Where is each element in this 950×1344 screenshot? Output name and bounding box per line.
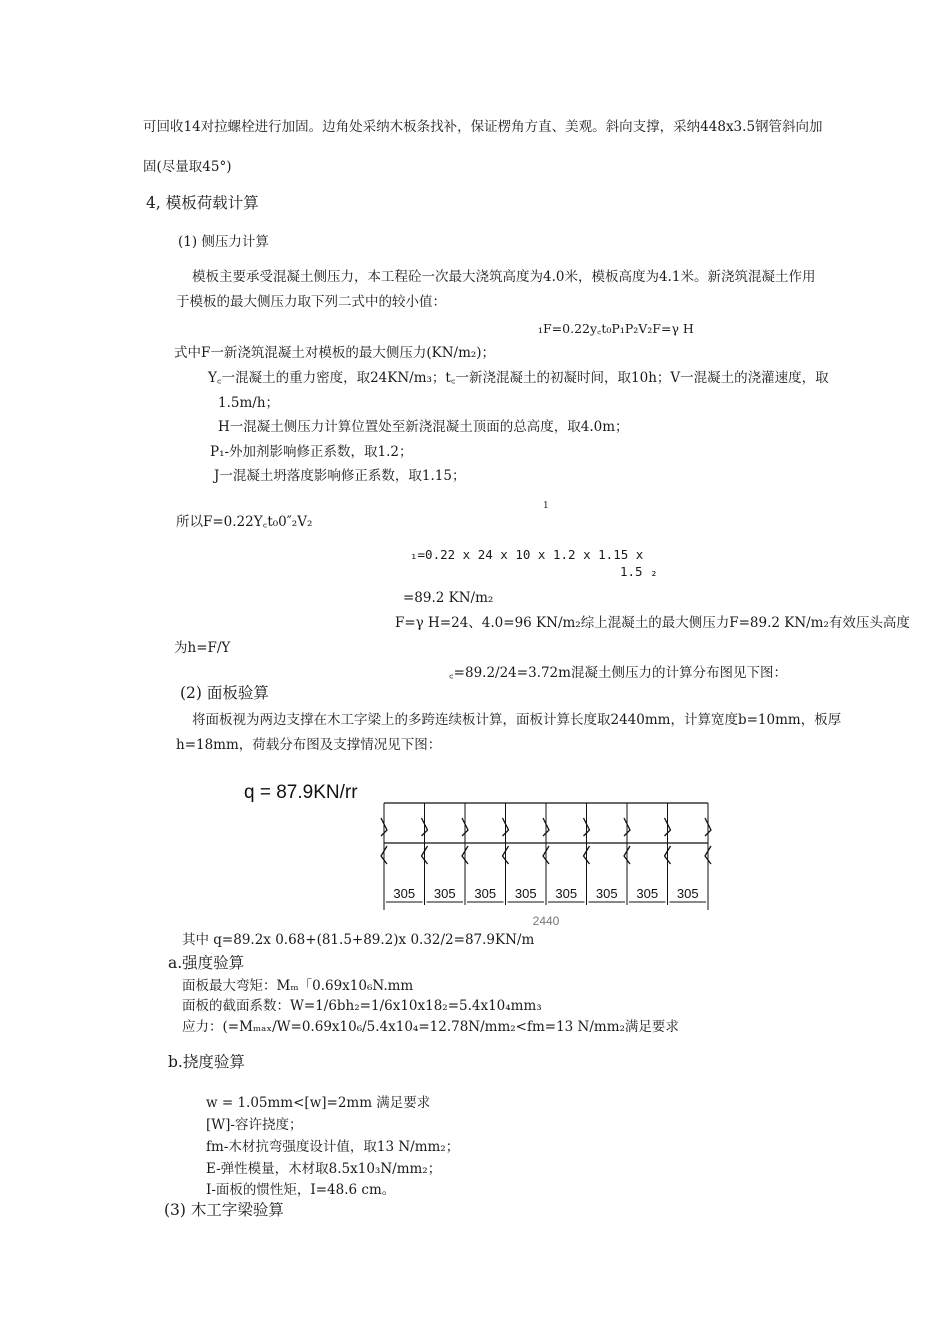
support-post (705, 803, 711, 890)
subsection-heading: (1) 侧压力计算 (178, 234, 269, 250)
load-label: q = 87.9KN/rr (244, 782, 358, 803)
support-post (665, 803, 671, 890)
load-diagram (230, 772, 730, 932)
definition-line: 式中F一新浇筑混凝土对模板的最大侧压力(KN/m₂)； (174, 345, 496, 361)
span-label: 305 (555, 886, 578, 901)
span-dimension (465, 885, 504, 905)
support-post (543, 803, 549, 890)
span-label: 305 (676, 886, 699, 901)
result-line: w = 1.05mm<[w]=2mm 满足要求 (206, 1095, 431, 1111)
result-line: 面板的截面系数：W=1/6bh₂=1/6x10x18₂=5.4x10₄mm₃ (182, 998, 542, 1014)
span-dimension (587, 885, 626, 905)
support-post (422, 803, 428, 890)
definition-line: H一混凝土侧压力计算位置处至新浇混凝土顶面的总高度，取4.0m； (218, 419, 629, 435)
span-dimension (627, 885, 666, 905)
subsection-heading: (2) 面板验算 (180, 684, 269, 702)
calculation-line: =89.2 KN/m₂ (403, 590, 494, 606)
result-line: 面板最大弯矩：Mₘ「0.69x10₆N.mm (182, 978, 414, 994)
definition-line: J一混凝土坍落度影响修正系数，取1.15； (214, 468, 466, 484)
paragraph-line: h=18mm，荷载分布图及支撑情况见下图： (176, 737, 442, 753)
paragraph-line: 固(尽量取45°) (143, 159, 232, 175)
calculation-line: 为h=F/Y (174, 640, 231, 656)
paragraph-line: 模板主要承受混凝土侧压力，本工程砼一次最大浇筑高度为4.0米，模板高度为4.1米。新浇筑混凝土作用 (192, 269, 816, 285)
definition-line: Y꜀一混凝土的重力密度，取24KN/m₃；t꜀一新浇混凝土的初凝时间，取10h；V一混凝土的浇灌速度，取 (208, 370, 829, 386)
section-heading: (3) 木工字梁验算 (164, 1201, 284, 1219)
span-dimension (546, 885, 585, 905)
result-line: I-面板的惯性矩，I=48.6 cm。 (206, 1182, 396, 1198)
definition-line: 1.5m/h； (218, 395, 280, 411)
calculation-line: 1.5 ₂ (620, 564, 658, 579)
span-dimension (506, 885, 545, 905)
result-line: 应力：(=Mₘₐₓ/W=0.69x10₆/5.4x10₄=12.78N/mm₂<fm=13 N/mm₂满足要求 (182, 1019, 679, 1035)
span-label: 305 (393, 886, 416, 901)
paragraph-line: 将面板视为两边支撑在木工字梁上的多跨连续板计算，面板计算长度取2440mm，计算宽度b=10mm，板厚 (192, 712, 842, 728)
span-dimension (668, 885, 707, 905)
formula: ₁F=0.22y꜀t₀P₁P₂V₂F=γ H (538, 321, 694, 336)
total-length-label: 2440 (532, 914, 560, 928)
span-label: 305 (595, 886, 618, 901)
calculation-line: 所以F=0.22Y꜀t₀0″₂V₂ (176, 514, 313, 530)
support-group (381, 803, 711, 890)
paragraph-line: 于模板的最大侧压力取下列二式中的较小值： (176, 294, 446, 310)
support-post (584, 803, 590, 890)
span-dimension (384, 885, 423, 905)
support-post (381, 803, 387, 890)
subheading: a.强度验算 (168, 954, 245, 972)
calculation-line: ₁=0.22 x 24 x 10 x 1.2 x 1.15 x (410, 547, 644, 562)
support-post (503, 803, 509, 890)
span-dimension-group (384, 885, 706, 905)
formula-line: 其中 q=89.2x 0.68+(81.5+89.2)x 0.32/2=87.9KN/m (182, 932, 535, 948)
span-label: 305 (433, 886, 456, 901)
definition-line: P₁-外加剂影响修正系数，取1.2； (210, 444, 413, 460)
result-line: fm-木材抗弯强度设计值，取13 N/mm₂； (206, 1139, 460, 1155)
support-post (462, 803, 468, 890)
support-post (624, 803, 630, 890)
footnote-marker: 1 (543, 501, 549, 511)
result-line: [W]-容许挠度； (206, 1117, 303, 1133)
section-heading: 4, 模板荷载计算 (146, 194, 259, 212)
result-line: E-弹性模量，木材取8.5x10₃N/mm₂； (206, 1161, 442, 1177)
calculation-line: ꜀=89.2/24=3.72m混凝土侧压力的计算分布图见下图： (449, 665, 787, 681)
span-label: 305 (636, 886, 659, 901)
calculation-line: F=γ H=24、4.0=96 KN/m₂综上混凝土的最大侧压力F=89.2 KN/m₂有效压头高度 (395, 615, 910, 631)
paragraph-line: 可回收14对拉螺栓进行加固。边角处采纳木板条找补，保证楞角方直、美观。斜向支撑，采纳448x3.5钢管斜向加 (143, 119, 823, 135)
span-label: 305 (514, 886, 537, 901)
span-dimension (425, 885, 464, 905)
subheading: b.挠度验算 (168, 1053, 245, 1071)
span-label: 305 (474, 886, 497, 901)
